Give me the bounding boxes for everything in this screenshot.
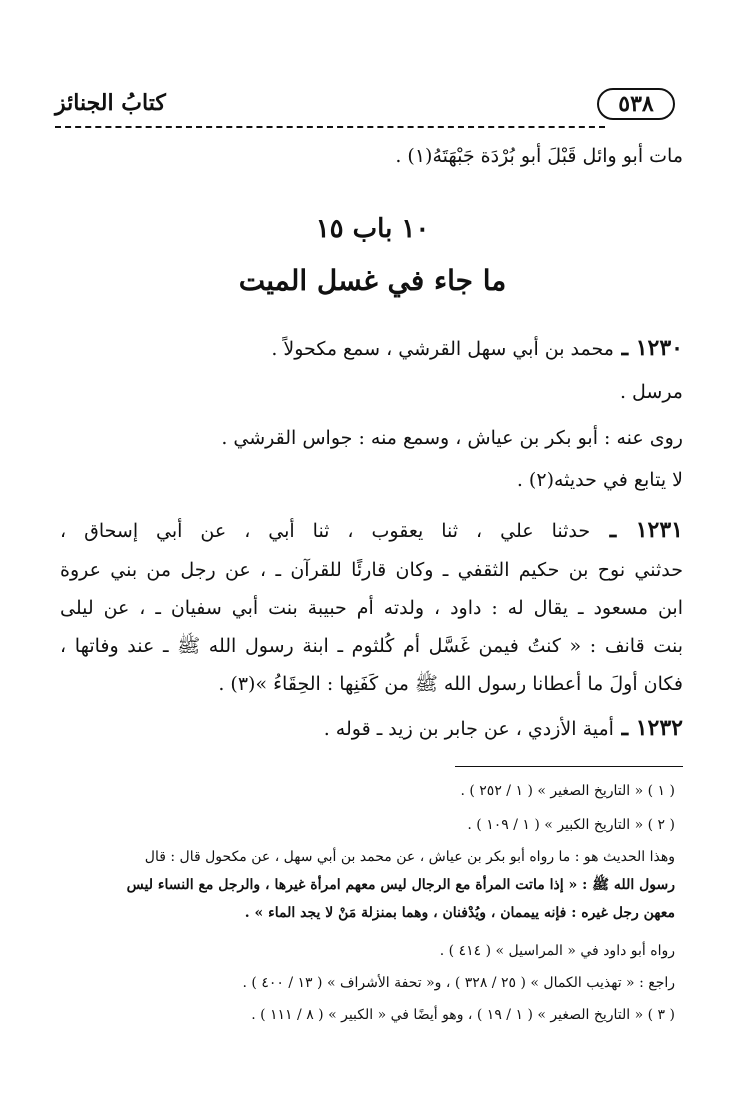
- footnote-2-text-4: رواه أبو داود في « المراسيل » ( ٤١٤ ) .: [439, 943, 675, 959]
- entry-number: ١٢٣١: [635, 517, 683, 543]
- entry-1231-line-5: فكان أولَ ما أعطانا رسول الله ﷺ من كَفَنِها : الحِقَاءُ »(٣) .: [218, 673, 683, 695]
- entry-number: ١٢٣٠: [635, 335, 683, 361]
- footnote-2-text-1: وهذا الحديث هو : ما رواه أبو بكر بن عياش ، عن محمد بن أبي سهل ، عن مكحول قال : قال: [144, 849, 675, 865]
- footnote-3: ( ٣ ) « التاريخ الصغير » ( ١ / ١٩ ) ، وهو أيضًا في « الكبير » ( ٨ / ١١١ ) .: [251, 1007, 675, 1023]
- entry-text: أمية الأزدي ، عن جابر بن زيد ـ قوله .: [323, 718, 614, 740]
- entry-1231-line-4: بنت قانف : « كنتُ فيمن غَسَّل أم كُلثوم ـ ابنة رسول الله ﷺ ـ عند وفاتها ،: [60, 635, 683, 657]
- entry-1231-line-1: ١٢٣١ ـ حدثنا علي ، ثنا يعقوب ، ثنا أبي ، عن أبي إسحاق ،: [60, 517, 683, 543]
- footnote-2-text-3: معهن رجل غيره : فإنه ييممان ، ويُدْفنان ، وهما بمنزلة مَنْ لا يجد الماء » .: [244, 905, 675, 921]
- book-title: كتابُ الجنائز: [55, 90, 166, 116]
- entry-1232-line-1: ١٢٣٢ ـ أمية الأزدي ، عن جابر بن زيد ـ قوله .: [323, 715, 683, 741]
- entry-1230-line-1: ١٢٣٠ ـ محمد بن أبي سهل القرشي ، سمع مكحولاً .: [271, 335, 683, 361]
- header-divider: [55, 126, 605, 132]
- footnote-divider: [455, 766, 683, 767]
- entry-1231-line-2: حدثني نوح بن حكيم الثقفي ـ وكان قارئًا للقرآن ـ ، عن رجل من بني عروة: [60, 559, 683, 581]
- entry-1231-line-3: ابن مسعود ـ يقال له : داود ، ولدته أم حبيبة بنت أبي سفيان ـ ، عن ليلى: [60, 597, 683, 619]
- entry-1230-line-2: مرسل .: [619, 381, 683, 403]
- chapter-number: ١٠ باب ١٥: [315, 214, 430, 244]
- entry-1230-line-3: روى عنه : أبو بكر بن عياش ، وسمع منه : جواس القرشي .: [221, 427, 683, 449]
- footnote-2-text-5: راجع : « تهذيب الكمال » ( ٢٥ / ٣٢٨ ) ، و« تحفة الأشراف » ( ١٣ / ٤٠٠ ) .: [242, 975, 675, 991]
- footnote-2-text-2: رسول الله ﷺ : « إذا ماتت المرأة مع الرجال ليس معهم امرأة غيرها ، والرجل مع النساء ليس: [126, 877, 675, 893]
- footnote-1: ( ١ ) « التاريخ الصغير » ( ١ / ٢٥٢ ) .: [460, 783, 675, 799]
- entry-text: حدثنا علي ، ثنا يعقوب ، ثنا أبي ، عن أبي إسحاق ،: [60, 520, 591, 542]
- footnote-2: ( ٢ ) « التاريخ الكبير » ( ١ / ١٠٩ ) .: [467, 817, 675, 833]
- entry-number: ١٢٣٢: [635, 715, 683, 741]
- entry-text: محمد بن أبي سهل القرشي ، سمع مكحولاً .: [271, 338, 614, 360]
- entry-1230-line-4: لا يتابع في حديثه(٢) .: [516, 469, 683, 491]
- page-number: ٥٣٨: [597, 88, 675, 120]
- page-header: [55, 86, 675, 126]
- top-line: مات أبو وائل قَبْلَ أبو بُرْدَة جَبْهَتَهُ(١) .: [395, 145, 683, 167]
- chapter-title: ما جاء في غسل الميت: [238, 264, 507, 297]
